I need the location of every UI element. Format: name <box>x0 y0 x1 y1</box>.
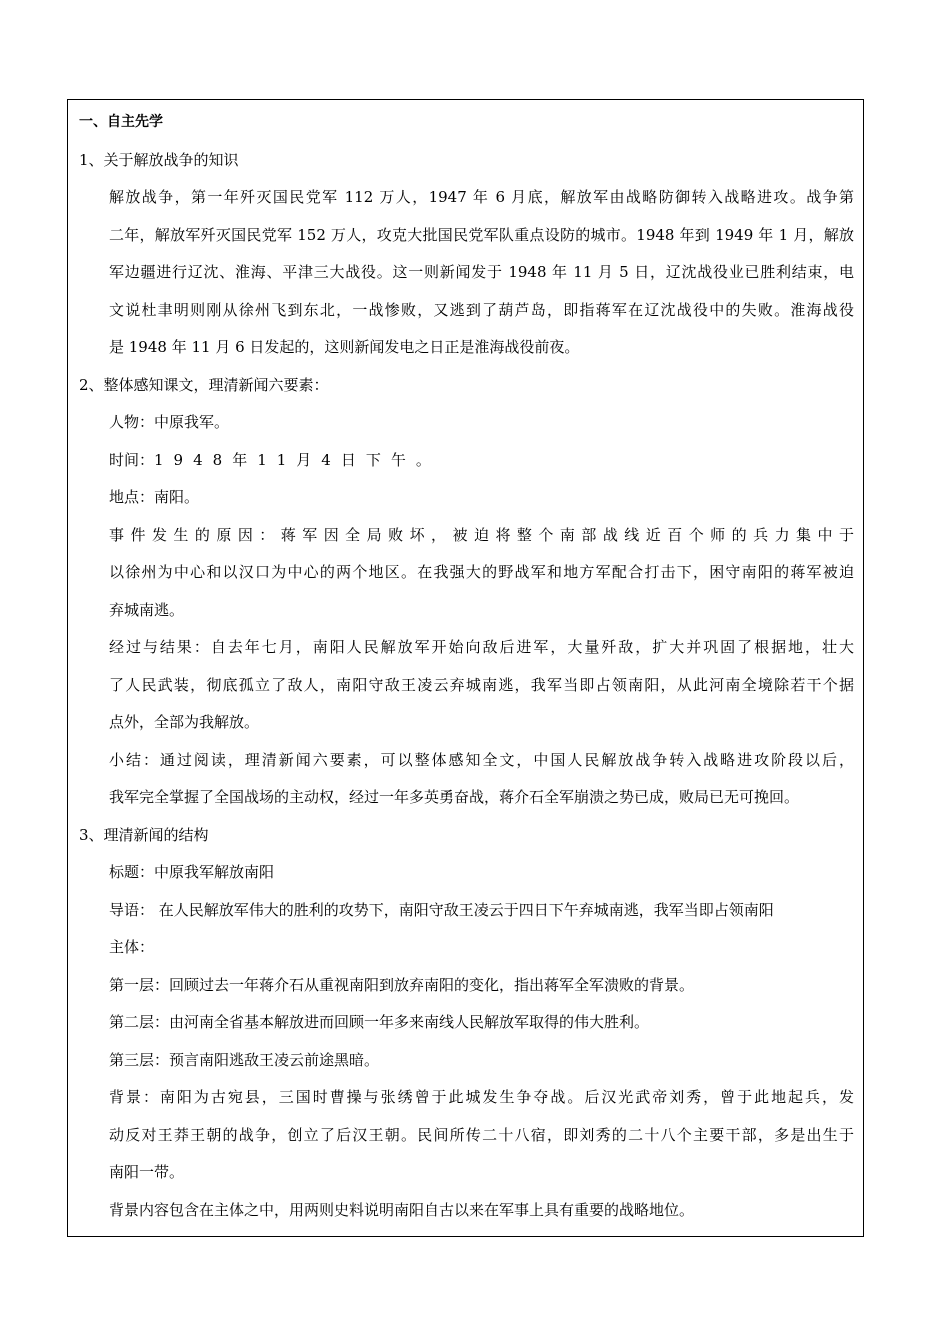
element-people: 人物：中原我军。 <box>109 413 230 431</box>
section-heading: 一、自主先学 <box>79 114 163 130</box>
paragraph-line: 弃城南逃。 <box>109 600 185 619</box>
element-time <box>79 442 854 480</box>
structure-layer-1: 第一层：回顾过去一年蒋介石从重视南阳到放弃南阳的变化，指出蒋军全军溃败的背景。 <box>109 975 695 994</box>
element-process-paragraph <box>79 629 854 742</box>
paragraph-line: 经过与结果：自去年七月，南阳人民解放军开始向敌后进军，大量歼敌，扩大并巩固了根据地，壮大 <box>109 638 854 656</box>
paragraph-line: 小结：通过阅读，理清新闻六要素，可以整体感知全文，中国人民解放战争转入战略进攻阶段以后， <box>109 750 854 769</box>
paragraph-line: 军边疆进行辽沈、淮海、平津三大战役。这一则新闻发于 1948 年 11 月 5 日，辽沈战役业已胜利结束，电 <box>109 263 854 281</box>
paragraph-line: 解放战争，第一年歼灭国民党军 112 万人，1947 年 6 月底，解放军由战略防御转入战略进攻。战争第 <box>109 188 854 206</box>
paragraph-line: 动反对王莽王朝的战争，创立了后汉王朝。民间所传二十八宿，即刘秀的二十八个主要干部，多是出生于 <box>109 1125 854 1144</box>
paragraph-line: 南阳一带。 <box>109 1163 185 1181</box>
time-label: 时间： <box>109 450 155 469</box>
structure-layer-3: 第三层：预言南阳逃敌王凌云前途黑暗。 <box>109 1050 380 1069</box>
paragraph-line: 背景：南阳为古宛县，三国时曹操与张绣曾于此城发生争夺战。后汉光武帝刘秀，曾于此地起兵，发 <box>109 1088 854 1106</box>
paragraph-line: 点外，全部为我解放。 <box>109 713 260 731</box>
element-cause-paragraph <box>79 517 854 630</box>
summary-paragraph <box>79 742 854 817</box>
structure-layer-2: 第二层：由河南全省基本解放进而回顾一年多来南线人民解放军取得的伟大胜利。 <box>109 1013 650 1031</box>
part2-heading: 2、整体感知课文，理清新闻六要素： <box>79 375 329 394</box>
document-content <box>79 104 854 1229</box>
structure-lead: 导语： 在人民解放军伟大的胜利的攻势下，南阳守敌王凌云于四日下午弃城南逃，我军当即占领南阳 <box>109 900 774 919</box>
paragraph-line: 以徐州为中心和以汉口为中心的两个地区。在我强大的野战军和地方军配合打击下，困守南阳的蒋军被迫 <box>109 563 854 581</box>
paragraph-line: 是 1948 年 11 月 6 日发起的，这则新闻发电之日正是淮海战役前夜。 <box>109 338 580 356</box>
paragraph-line: 了人民武装，彻底孤立了敌人，南阳守敌王凌云弃城南逃，我军当即占领南阳，从此河南全境除若干个据 <box>109 675 854 694</box>
content-table-frame <box>67 99 864 1237</box>
background-note: 背景内容包含在主体之中，用两则史料说明南阳自古以来在军事上具有重要的战略地位。 <box>109 1200 695 1219</box>
time-value: 1948年11月4日下午。 <box>154 450 441 469</box>
background-paragraph <box>79 1079 854 1192</box>
structure-title: 标题：中原我军解放南阳 <box>109 863 275 881</box>
paragraph-line: 二年，解放军歼灭国民党军 152 万人，攻克大批国民党军队重点设防的城市。1948 年到 1949 年 1 月，解放 <box>109 225 854 244</box>
structure-body: 主体： <box>109 938 155 956</box>
paragraph-line: 事件发生的原因：蒋军因全局败坏，被迫将整个南部战线近百个师的兵力集中于 <box>109 525 854 544</box>
element-place: 地点：南阳。 <box>109 488 200 506</box>
paragraph-line: 我军完全掌握了全国战场的主动权，经过一年多英勇奋战，蒋介石全军崩溃之势已成，败局已无可挽回。 <box>109 788 800 806</box>
part1-heading: 1、关于解放战争的知识 <box>79 150 239 169</box>
part3-heading: 3、理清新闻的结构 <box>79 825 209 844</box>
paragraph-line: 文说杜聿明则刚从徐州飞到东北，一战惨败，又逃到了葫芦岛，即指蒋军在辽沈战役中的失败。淮海战役 <box>109 300 854 319</box>
war-knowledge-paragraph <box>79 179 854 367</box>
